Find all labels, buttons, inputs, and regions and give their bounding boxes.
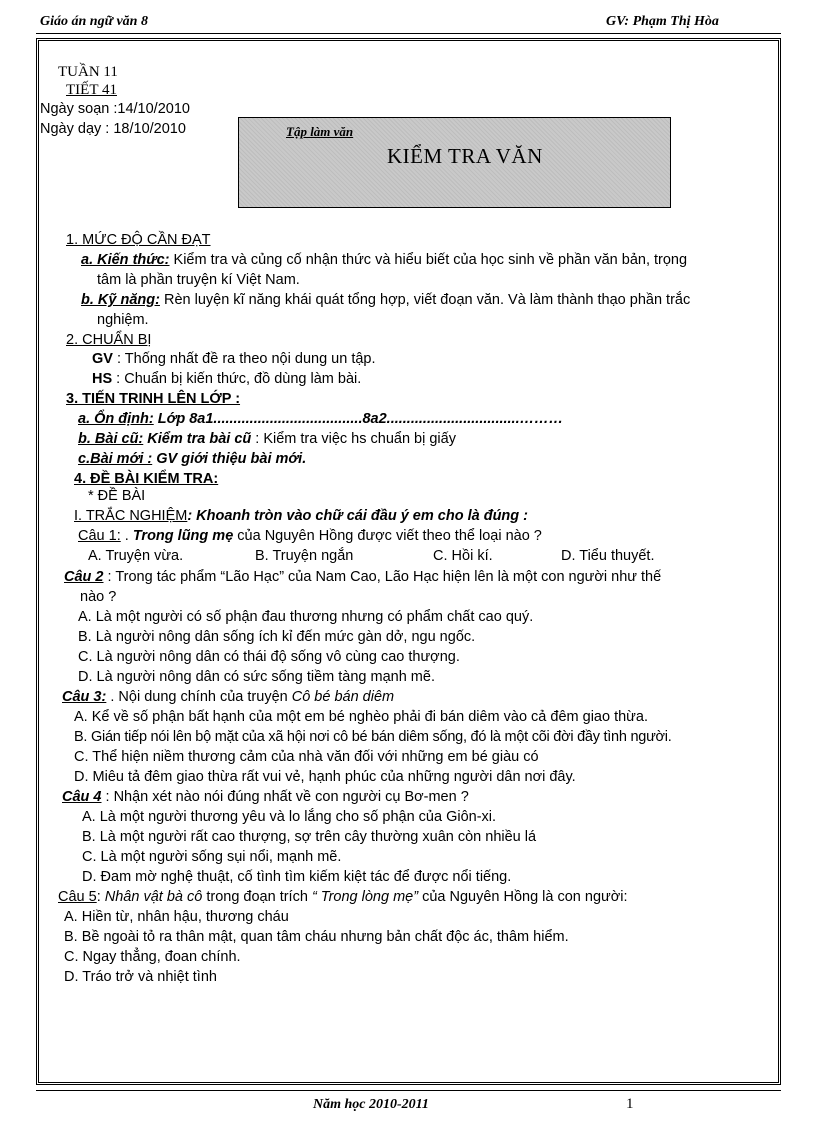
q1-text-c: của Nguyên Hồng được viết theo thể loại nào ? xyxy=(233,528,542,544)
q1-option-a: A. Truyện vừa. xyxy=(88,548,184,564)
header-left: Giáo án ngữ văn 8 xyxy=(40,14,148,29)
knowledge-text-1: Kiểm tra và củng cố nhận thức và hiểu biết của học sinh về phần văn bản, trọng xyxy=(169,252,688,268)
q4-line xyxy=(62,789,469,805)
week-label: TUẦN 11 xyxy=(58,64,118,80)
section-1-heading-text: 1. MỨC ĐỘ CẦN ĐẠT xyxy=(66,232,211,248)
q5-option-c: C. Ngay thẳng, đoan chính. xyxy=(64,949,241,965)
stabilize-text: Lớp 8a1.....................................8a2.................................……… xyxy=(153,411,564,427)
skill-line-2: nghiệm. xyxy=(97,312,149,328)
q3-line xyxy=(62,689,394,705)
section-1-heading xyxy=(66,232,211,248)
q2-option-c: C. Là người nông dân có thái độ sống vô cùng cao thượng. xyxy=(78,649,460,665)
q5-text-a: : xyxy=(96,889,105,905)
skill-line-1 xyxy=(81,292,690,308)
stabilize-line xyxy=(78,411,563,427)
q4-option-b: B. Là một người rất cao thượng, sợ trên cây thường xuân còn nhiều lá xyxy=(82,829,537,845)
q2-option-b: B. Là người nông dân sống ích kỉ đến mức gàn dở, ngu ngốc. xyxy=(78,629,476,645)
old-lesson-label: b. Bài cũ: xyxy=(78,431,144,447)
teach-date: Ngày dạy : 18/10/2010 xyxy=(40,121,186,137)
q3-option-d: D. Miêu tả đêm giao thừa rất vui vẻ, hạnh phúc của những người dân nơi đây. xyxy=(74,769,576,785)
footer-rule xyxy=(36,1090,781,1091)
q1-text-b: Trong lũng mẹ xyxy=(132,528,234,544)
skill-label: b. Kỹ năng: xyxy=(81,292,160,308)
q4-option-d: D. Đam mờ nghệ thuật, cố tình tìm kiếm kiệt tác để được nổi tiếng. xyxy=(82,869,512,885)
section-3-heading-text: 3. TIẾN TRINH LÊN LỚP : xyxy=(66,391,241,407)
q2-option-d: D. Là người nông dân có sức sống tiềm tàng mạnh mẽ. xyxy=(78,669,435,685)
part-1-instruction: : Khoanh tròn vào chữ cái đầu ý em cho là đúng : xyxy=(187,508,528,524)
q3-option-b: B. Gián tiếp nói lên bộ mặt của xã hội nơi cô bé bán diêm sống, đó là một cõi đời đầy tình người. xyxy=(74,729,672,745)
hs-label: HS xyxy=(92,371,113,387)
page-number: 1 xyxy=(626,1096,634,1112)
skill-text-1: Rèn luyện kĩ năng khái quát tổng hợp, viết đoạn văn. Và làm thành thạo phần trắc xyxy=(159,292,691,308)
section-3-heading xyxy=(66,391,240,407)
period-label: TIẾT 41 xyxy=(66,82,117,98)
q1-line xyxy=(78,528,542,544)
q4-text: : Nhận xét nào nói đúng nhất về con người cụ Bơ-men ? xyxy=(101,789,469,805)
new-lesson-text: GV giới thiệu bài mới. xyxy=(152,451,307,467)
q4-label: Câu 4 xyxy=(62,789,102,805)
title-box xyxy=(238,117,671,208)
q5-text-e: của Nguyên Hồng là con người: xyxy=(418,889,628,905)
q3-option-c: C. Thể hiện niềm thương cảm của nhà văn đối với những em bé giàu có xyxy=(74,749,539,765)
q1-label: Câu 1: xyxy=(78,528,121,544)
section-2-heading-text: 2. CHUẨN BỊ xyxy=(66,332,152,348)
new-lesson-line xyxy=(78,451,306,467)
q1-option-d: D. Tiểu thuyết. xyxy=(561,548,655,564)
old-lesson-text: : Kiểm tra việc hs chuẩn bị giấy xyxy=(251,431,456,447)
header-right: GV: Phạm Thị Hòa xyxy=(606,14,719,29)
hs-line xyxy=(92,371,361,387)
q3-text-a: . Nội dung chính của truyện xyxy=(106,689,292,705)
q2-line-1 xyxy=(64,569,661,585)
q5-option-b: B. Bề ngoài tỏ ra thân mật, quan tâm cháu nhưng bản chất độc ác, thâm hiểm. xyxy=(64,929,569,945)
section-4-heading-text: 4. ĐỀ BÀI KIỂM TRA: xyxy=(74,471,219,487)
old-lesson-line xyxy=(78,431,456,447)
q5-text-d: “ Trong lòng mẹ” xyxy=(311,889,419,905)
page-title: KIỂM TRA VĂN xyxy=(387,144,543,168)
knowledge-label: a. Kiến thức: xyxy=(81,252,170,268)
subject-label: Tập làm văn xyxy=(286,124,354,139)
q1-text-a: . xyxy=(120,528,133,544)
q3-option-a: A. Kể về số phận bất hạnh của một em bé nghèo phải đi bán diêm vào cả đêm giao thừa. xyxy=(74,709,648,725)
q5-label: Câu 5 xyxy=(58,889,97,905)
q5-option-a: A. Hiền từ, nhân hậu, thương cháu xyxy=(64,909,289,925)
section-2-heading xyxy=(66,332,151,348)
q4-option-a: A. Là một người thương yêu và lo lắng cho số phận của Giôn-xi. xyxy=(82,809,497,825)
gv-text: : Thống nhất đề ra theo nội dung un tập. xyxy=(112,351,376,367)
q5-option-d: D. Tráo trở và nhiệt tình xyxy=(64,969,217,985)
knowledge-line-1 xyxy=(81,252,687,268)
section-4-heading xyxy=(74,471,218,487)
part-1-line xyxy=(74,508,528,524)
prep-date: Ngày soạn :14/10/2010 xyxy=(40,101,190,117)
part-1-label: I. TRẮC NGHIỆM xyxy=(74,508,188,524)
q2-option-a: A. Là một người có số phận đau thương nhưng có phẩm chất cao quý. xyxy=(78,609,534,625)
gv-label: GV xyxy=(92,351,113,367)
q3-label: Câu 3: xyxy=(62,689,107,705)
old-lesson-label-2: Kiểm tra bài cũ xyxy=(143,431,252,447)
q5-line xyxy=(58,889,628,905)
q2-label: Câu 2 xyxy=(64,569,104,585)
hs-text: : Chuẩn bị kiến thức, đồ dùng làm bài. xyxy=(112,371,362,387)
new-lesson-label: c.Bài mới : xyxy=(78,451,153,467)
q1-option-b: B. Truyện ngắn xyxy=(255,548,354,564)
q5-text-b: Nhân vật bà cô xyxy=(104,889,203,905)
q1-option-c: C. Hồi kí. xyxy=(433,548,493,564)
header-rule xyxy=(36,33,781,34)
q2-line-2: nào ? xyxy=(80,589,117,605)
footer-year: Năm học 2010-2011 xyxy=(313,1097,429,1112)
q2-text-1: : Trong tác phẩm “Lão Hạc” của Nam Cao, Lão Hạc hiện lên là một con người như thế xyxy=(103,569,662,585)
knowledge-line-2: tâm là phần truyện kí Việt Nam. xyxy=(97,272,300,288)
gv-line xyxy=(92,351,376,367)
exam-subheading: * ĐỀ BÀI xyxy=(88,488,146,504)
q4-option-c: C. Là một người sống sụi nổi, mạnh mẽ. xyxy=(82,849,342,865)
q5-text-c: trong đoạn trích xyxy=(202,889,312,905)
stabilize-label: a. Ổn định: xyxy=(78,411,154,427)
q3-text-b: Cô bé bán diêm xyxy=(291,689,395,705)
